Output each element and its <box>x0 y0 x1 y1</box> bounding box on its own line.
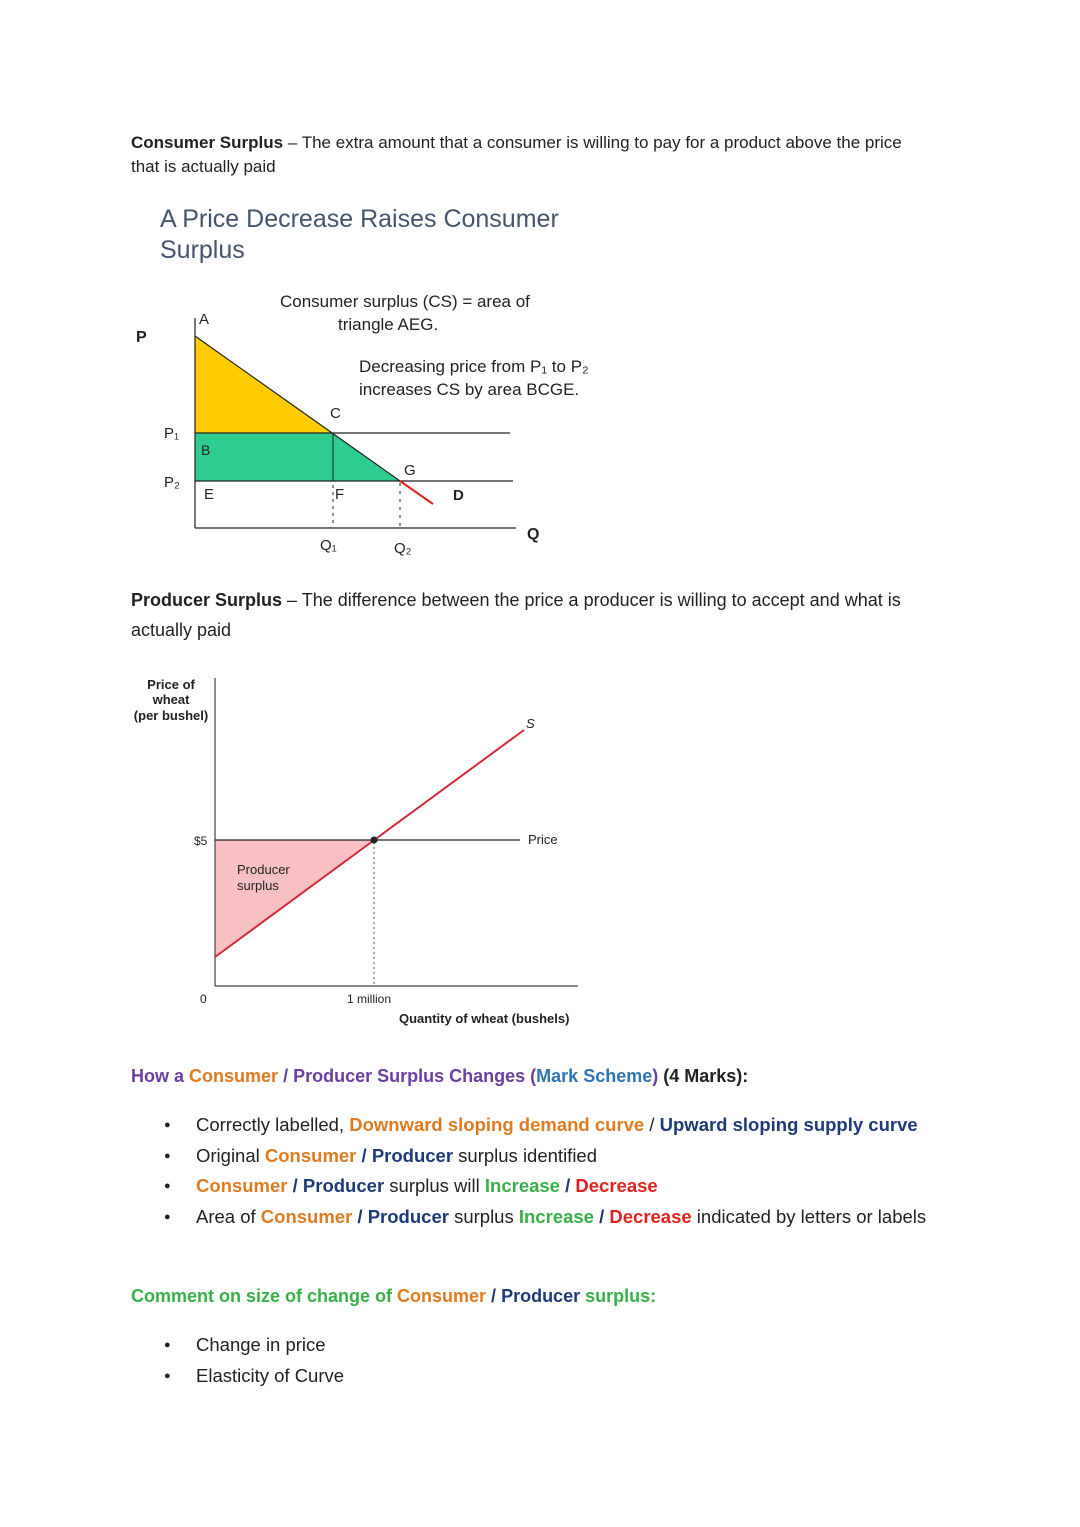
point-c-label: C <box>330 405 341 422</box>
heading-producer-surplus-changes: Producer Surplus Changes <box>293 1066 526 1086</box>
heading-slash: / <box>283 1066 289 1086</box>
producer-surplus-definition <box>131 585 931 645</box>
comment-heading: Comment on size of change of Consumer / Producer surplus: <box>131 1286 657 1306</box>
producer-surplus-label-line-2: surplus <box>237 878 279 893</box>
producer-surplus-term: Producer Surplus <box>131 590 283 610</box>
comment-point: ● Elasticity of Curve <box>131 1361 961 1392</box>
point-f-label: F <box>335 486 345 503</box>
q-axis-label: Q <box>527 526 540 543</box>
point-b-label: B <box>201 442 211 458</box>
demand-curve-extension <box>400 481 433 504</box>
price-change-note-line-2: increases CS by area BCGE. <box>359 380 580 399</box>
consumer-surplus-term: Consumer Surplus <box>131 133 284 152</box>
p-axis-label: P <box>136 329 147 346</box>
added-consumer-surplus-area <box>195 433 400 481</box>
p1-label: P₁ <box>164 425 180 442</box>
consumer-figure-title: A Price Decrease Raises Consumer Surplus <box>160 205 559 264</box>
x-axis-label: Quantity of wheat (bushels) <box>399 1011 570 1026</box>
price-change-note-line-1: Decreasing price from P₁ to P₂ <box>359 357 589 376</box>
q2-label: Q₂ <box>394 540 412 557</box>
y-axis-label-line-3: (per bushel) <box>133 708 209 723</box>
point-a-label: A <box>199 311 210 328</box>
mark-scheme-point: ● Original Consumer / Producer surplus identified <box>131 1141 961 1172</box>
consumer-surplus-text: – The extra amount that a consumer is willing to pay for a product above the price that is actually paid <box>131 133 902 176</box>
producer-surplus-label-line-1: Producer <box>237 862 290 877</box>
origin-label: 0 <box>200 992 207 1006</box>
y-axis-label-line-2: wheat <box>152 692 190 707</box>
comment-list <box>131 1330 961 1391</box>
heading-close-paren: ) <box>652 1066 659 1086</box>
p2-label: P₂ <box>164 474 180 491</box>
mark-scheme-list <box>131 1110 961 1233</box>
price-line-label: Price <box>528 832 558 847</box>
mark-scheme-point: ● Area of Consumer / Producer surplus Increase / Decrease indicated by letters or labels <box>131 1202 961 1233</box>
demand-label: D <box>453 487 464 504</box>
mark-scheme-point: ● Consumer / Producer surplus will Increase / Decrease <box>131 1171 961 1202</box>
heading-marks: (4 Marks): <box>663 1066 749 1086</box>
heading-how-a: How a <box>131 1066 185 1086</box>
mark-scheme-heading <box>131 1064 1031 1088</box>
cs-note-line-2: triangle AEG. <box>338 315 439 334</box>
y-axis-label-line-1: Price of <box>147 677 195 692</box>
supply-curve-label: S <box>526 716 535 731</box>
heading-open-paren: ( <box>530 1066 537 1086</box>
point-g-label: G <box>404 462 416 479</box>
mark-scheme-point: ● Correctly labelled, Downward sloping demand curve / Upward sloping supply curve <box>131 1110 961 1141</box>
quantity-tick-label: 1 million <box>347 992 392 1006</box>
consumer-surplus-diagram <box>0 0 1080 580</box>
equilibrium-point <box>371 837 378 844</box>
cs-note-line-1: Consumer surplus (CS) = area of <box>280 292 530 311</box>
heading-mark-scheme: Mark Scheme <box>536 1066 653 1086</box>
q1-label: Q₁ <box>320 537 337 554</box>
producer-surplus-text: – The difference between the price a producer is willing to accept and what is actually paid <box>131 590 901 640</box>
price-tick-label: $5 <box>194 834 208 848</box>
heading-consumer: Consumer <box>189 1066 279 1086</box>
comment-point: ● Change in price <box>131 1330 961 1361</box>
point-e-label: E <box>204 486 215 503</box>
producer-surplus-diagram <box>0 660 1080 1040</box>
